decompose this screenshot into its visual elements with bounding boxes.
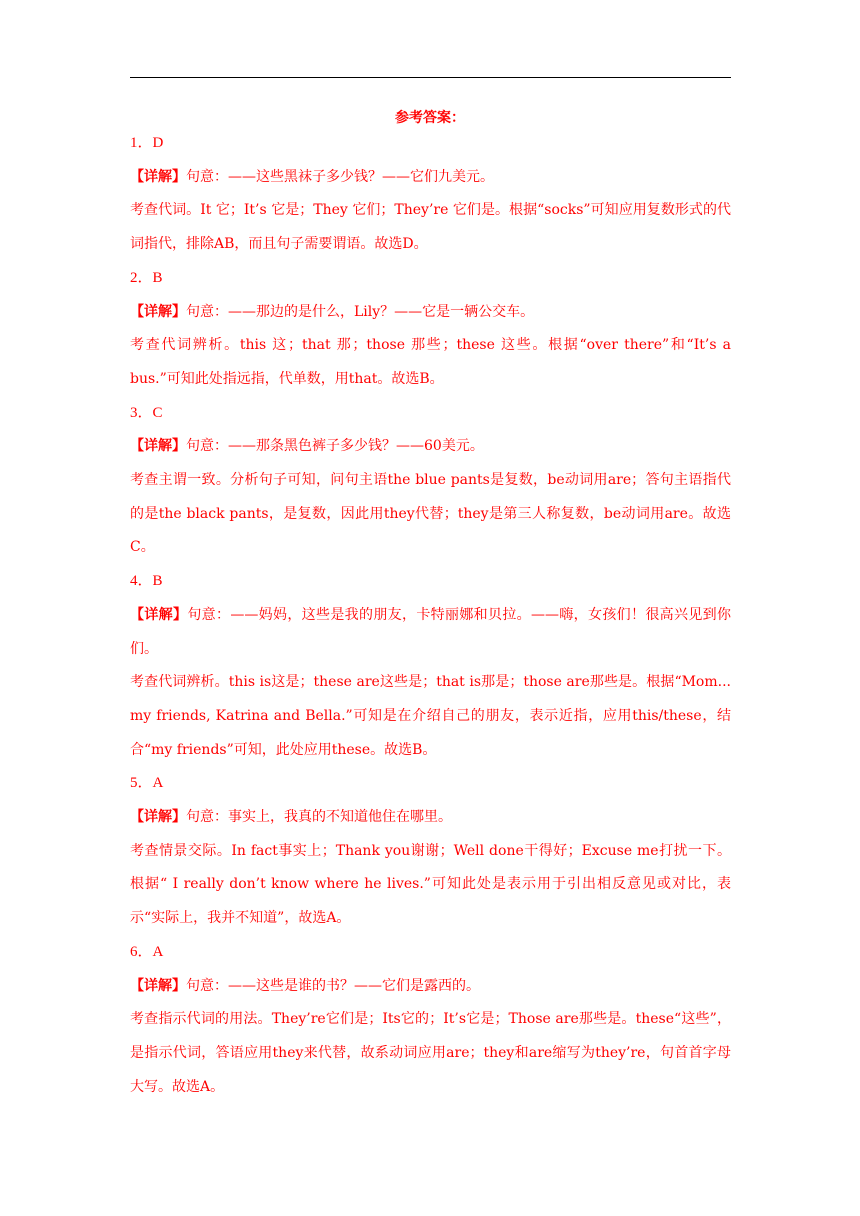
meaning-text: 句意：——那边的是什么，Lily？——它是一辆公交车。 [186, 303, 535, 320]
analysis-text: 考查主谓一致。分析句子可知，问句主语the blue pants是复数，be动词用are；答句主语指代的是the black pants，是复数，因此用they代替；they是第三人称复数，be动词用are。故选C。 [130, 472, 731, 556]
sentence-meaning [130, 430, 731, 464]
sentence-meaning [130, 801, 731, 835]
page-title: 参考答案： [395, 110, 465, 126]
answer-number: 3．C [130, 404, 163, 421]
detail-tag: 【详解】 [130, 438, 186, 455]
sentence-meaning [130, 970, 731, 1004]
sentence-meaning [130, 161, 731, 195]
meaning-text: 句意：——这些黑袜子多少钱？——它们九美元。 [186, 168, 494, 185]
detail-tag: 【详解】 [130, 606, 188, 623]
detail-tag: 【详解】 [130, 809, 186, 826]
analysis-text: 考查情景交际。In fact事实上；Thank you谢谢；Well done干得好；Excuse me打扰一下。根据“ I really don’t know where he lives.”可知此处是表示用于引出相反意见或对比，表示“实际上，我并不知道”，故选A。 [130, 842, 731, 927]
answer-number: 2．B [130, 269, 163, 286]
answer-number: 6．A [130, 943, 164, 960]
analysis-text: 考查指示代词的用法。They’re它们是；Its它的；It’s它是；Those are那些是。these“这些”，是指示代词，答语应用they来代替，故系动词应用are；they和are缩写为they’re，句首首字母大写。故选A。 [130, 1011, 731, 1095]
answer-number: 1．D [130, 135, 164, 151]
analysis-text: 考查代词。It 它；It’s 它是；They 它们；They’re 它们是。根据“socks”可知应用复数形式的代词指代，排除AB，而且句子需要谓语。故选D。 [130, 202, 731, 253]
meaning-text: 句意：——那条黑色裤子多少钱？——60美元。 [186, 438, 484, 455]
analysis-text: 考查代词辨析。this 这；that 那；those 那些；these 这些。根据“over there”和“It’s a bus.”可知此处指远指，代单数，用that。故选B。 [130, 337, 731, 387]
sentence-meaning [130, 296, 731, 330]
detail-tag: 【详解】 [130, 977, 186, 994]
sentence-meaning [130, 599, 731, 666]
meaning-text: 句意：——妈妈，这些是我的朋友，卡特丽娜和贝拉。——嗨，女孩们！很高兴见到你们。 [130, 606, 732, 657]
answer-number: 5．A [130, 775, 164, 792]
answer-list [130, 127, 731, 1104]
detail-tag: 【详解】 [130, 168, 186, 185]
meaning-text: 句意：事实上，我真的不知道他住在哪里。 [186, 809, 452, 826]
answer-number: 4．B [130, 573, 163, 590]
header-rule [130, 77, 731, 78]
detail-tag: 【详解】 [130, 303, 186, 320]
analysis-text: 考查代词辨析。this is这是；these are这些是；that is那是；those are那些是。根据“Mom... my friends, Katrina and Bella.”可知是在介绍自己的朋友，表示近指，应用this/these，结合“my friends”可知，此处应用these。故选B。 [130, 674, 731, 758]
meaning-text: 句意：——这些是谁的书？——它们是露西的。 [186, 977, 480, 994]
